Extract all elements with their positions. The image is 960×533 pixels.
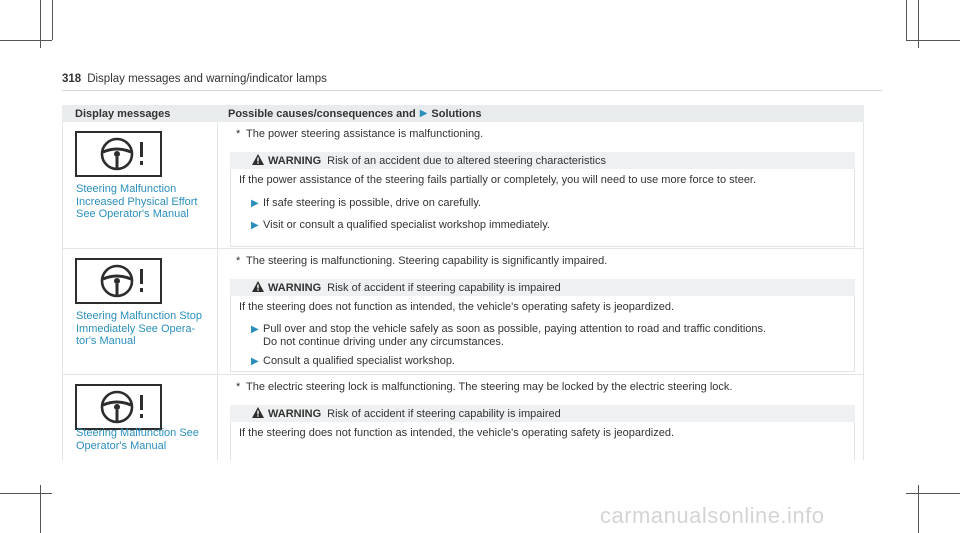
play-arrow-icon: ▶: [419, 108, 428, 119]
header-divider: [62, 90, 882, 91]
message-cell: [63, 122, 218, 248]
watermark: carmanualsonline.info: [600, 503, 825, 528]
warning-label: WARNING: [268, 407, 322, 420]
step-text: Do not continue driving under any circumstances.: [263, 336, 504, 348]
steering-warning-icon: [75, 258, 162, 304]
crop-mark: [52, 0, 53, 40]
col-solutions-label: Solutions: [431, 107, 482, 120]
table-row: [62, 249, 864, 375]
crop-mark: [0, 40, 52, 41]
warning-triangle-icon: [252, 281, 264, 292]
col-causes: [228, 108, 482, 120]
crop-mark: [906, 40, 960, 41]
warning-body-text: If the steering does not function as intended, the vehicle's operating safety is jeopardized.: [239, 301, 675, 313]
message-title: Steering Malfunction Stop Immediately See Opera- tor's Manual: [76, 310, 202, 347]
warning-body: [230, 296, 855, 372]
cause-text: The steering is malfunctioning. Steering capability is significantly impaired.: [246, 255, 608, 267]
cause-text: The power steering assistance is malfunctioning.: [246, 128, 484, 140]
warning-body-text: If the power assistance of the steering fails partially or completely, you will need to use more force to steer.: [239, 174, 757, 186]
warning-label: WARNING: [268, 281, 322, 294]
table-row: [62, 122, 864, 249]
asterisk-icon: *: [236, 255, 241, 267]
cause-text: The electric steering lock is malfunctioning. The steering may be locked by the electric steering lock.: [246, 381, 733, 393]
steering-warning-icon: [75, 131, 162, 177]
step-text: Visit or consult a qualified specialist workshop immediately.: [263, 219, 550, 231]
col-causes-label: Possible causes/consequences and: [228, 107, 416, 120]
warning-body: [230, 422, 855, 460]
message-cell: [63, 375, 218, 460]
message-title: Steering Malfunction Increased Physical Effort See Operator's Manual: [76, 183, 198, 220]
step-text: Pull over and stop the vehicle safely as soon as possible, paying attention to road and traffic conditions.: [263, 323, 767, 335]
col-display-messages: Display messages: [75, 107, 171, 120]
step-text: Consult a qualified specialist workshop.: [263, 355, 455, 367]
step-arrow-icon: ▶: [251, 220, 259, 231]
warning-triangle-icon: [252, 407, 264, 418]
message-title: Steering Malfunction See Operator's Manual: [76, 427, 199, 452]
warning-triangle-icon: [252, 154, 264, 165]
warning-bar: [230, 279, 855, 296]
page-header: [62, 73, 327, 85]
crop-mark: [906, 0, 907, 40]
table-row: [62, 375, 864, 460]
warning-body: [230, 169, 855, 247]
message-cell: [63, 249, 218, 374]
step-arrow-icon: ▶: [251, 324, 259, 335]
warning-bar: [230, 152, 855, 169]
warning-text: Risk of accident if steering capability is impaired: [327, 407, 561, 420]
warning-text: Risk of accident if steering capability is impaired: [327, 281, 561, 294]
warning-label: WARNING: [268, 154, 322, 167]
crop-mark: [906, 493, 960, 494]
display-messages-table: [62, 105, 864, 460]
crop-mark: [0, 493, 52, 494]
warning-bar: [230, 405, 855, 422]
warning-text: Risk of an accident due to altered steering characteristics: [327, 154, 606, 167]
step-arrow-icon: ▶: [251, 198, 259, 209]
step-text: If safe steering is possible, drive on carefully.: [263, 197, 482, 209]
page-title: Display messages and warning/indicator lamps: [87, 73, 327, 85]
steering-warning-icon: [75, 384, 162, 430]
asterisk-icon: *: [236, 381, 241, 393]
step-arrow-icon: ▶: [251, 356, 259, 367]
table-header: [62, 105, 864, 122]
page-number: 318: [62, 73, 82, 85]
asterisk-icon: *: [236, 128, 241, 140]
warning-body-text: If the steering does not function as intended, the vehicle's operating safety is jeopardized.: [239, 427, 675, 439]
